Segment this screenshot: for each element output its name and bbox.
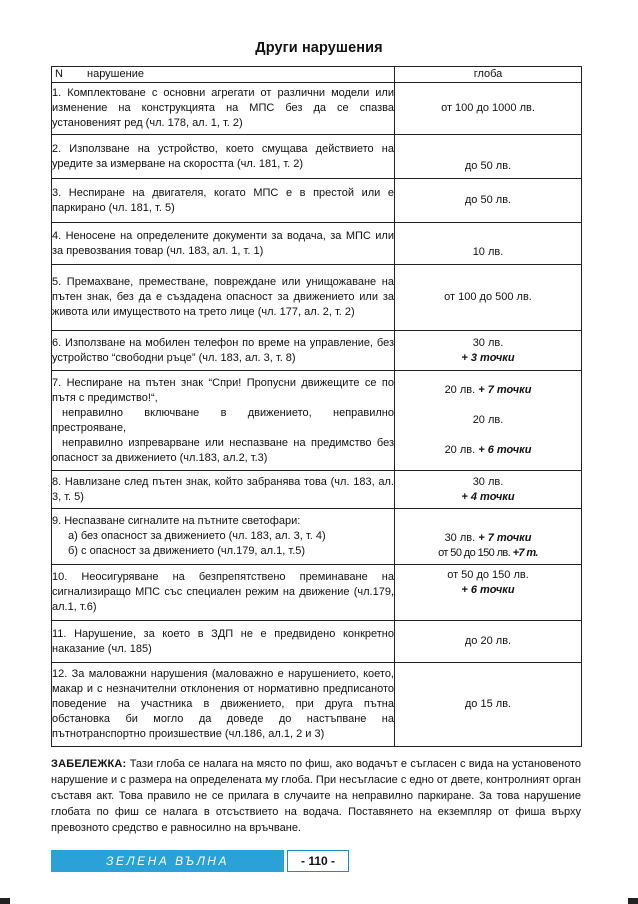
violation-text: 6. Използване на мобилен телефон по време на управление, без устройство “свободни ръце” (чл. 183, ал. 3, т. 8) [52, 331, 395, 371]
table-row [52, 565, 582, 621]
fine-line [395, 383, 581, 398]
fine-amount: от 50 до 150 лв. [438, 547, 511, 559]
table-header-row [52, 67, 582, 83]
violation-line: неправилно включване в движението, неправилно престрояване, [52, 406, 394, 434]
header-violation-cell [52, 67, 395, 83]
table-row [52, 663, 582, 747]
page-number: - 110 - [287, 850, 349, 872]
penalty-points: + 6 точки [461, 584, 515, 596]
fine-cell [395, 471, 582, 509]
fine-cell: до 50 лв. [395, 135, 582, 179]
page-title: Други нарушения [255, 40, 383, 56]
violation-text: 1. Комплектоване с основни агрегати от различни модели или изменение на конструкцията на МПС без да се спазва установеният ред (чл. 178, ал. 1, т. 2) [52, 83, 395, 135]
fine-cell: до 15 лв. [395, 663, 582, 747]
fine-amount: 20 лв. [472, 414, 504, 426]
penalty-points: + 7 точки [478, 384, 532, 396]
violation-text: 10. Неосигуряване на безпрепятствено преминаване на сигнализиращо МПС със специален режим на движение (чл.179, ал.1, т.6) [52, 565, 395, 621]
crop-mark-icon [0, 898, 10, 904]
header-fine: глоба [395, 67, 582, 83]
header-number: N [55, 68, 63, 80]
fine-amount: от 50 до 150 лв. [447, 569, 529, 581]
note-paragraph [51, 756, 581, 836]
fine-amount: 30 лв. [472, 336, 504, 349]
crop-mark-icon [628, 898, 638, 904]
fine-cell: 10 лв. [395, 223, 582, 265]
header-violation: нарушение [87, 68, 144, 80]
fine-line [395, 546, 581, 561]
brand-label: ЗЕЛЕНА ВЪЛНА [51, 850, 284, 872]
violation-line: б) с опасност за движението (чл.179, ал.1, т.5) [68, 545, 306, 557]
fine-cell [395, 565, 582, 621]
note-label: ЗАБЕЛЕЖКА: [51, 758, 127, 770]
fine-cell [395, 509, 582, 565]
table-row [52, 223, 582, 265]
penalty-points: + 6 точки [478, 444, 532, 456]
violation-text-multi [52, 371, 395, 471]
fine-cell: от 100 до 1000 лв. [395, 83, 582, 135]
table-row [52, 83, 582, 135]
violation-text: 4. Неносене на определените документи за водача, за МПС или за превозвания товар (чл. 183, ал. 1, т. 1) [52, 223, 395, 265]
fine-line [395, 531, 581, 546]
table-row [52, 471, 582, 509]
fine-amount: 30 лв. [444, 532, 476, 544]
violations-table [51, 66, 582, 747]
table-row [52, 621, 582, 663]
fine-line [395, 443, 581, 458]
penalty-points: + 3 точки [461, 351, 515, 364]
fine-cell: до 20 лв. [395, 621, 582, 663]
fine-amount: 20 лв. [444, 444, 476, 456]
penalty-points: + 7 точки [478, 532, 532, 544]
fine-amount: 30 лв. [472, 475, 504, 488]
violation-text: 11. Нарушение, за което в ЗДП не е предвидено конкретно наказание (чл. 185) [52, 621, 395, 663]
violation-line: неправилно изпреварване или неспазване на предимство без опасност за движението (чл.183, ал.2, т.3) [52, 436, 394, 464]
penalty-points: +7 т. [512, 547, 538, 559]
fine-cell: от 100 до 500 лв. [395, 265, 582, 331]
violation-text: 8. Навлизане след пътен знак, който забранява това (чл. 183, ал. 3, т. 5) [52, 471, 395, 509]
penalty-points: + 4 точки [461, 490, 515, 503]
table-row [52, 509, 582, 565]
table-row [52, 331, 582, 371]
fine-cell: до 50 лв. [395, 179, 582, 223]
table-row [52, 179, 582, 223]
fine-cell [395, 371, 582, 471]
table-row [52, 371, 582, 471]
fine-amount: 20 лв. [444, 384, 476, 396]
violation-text: 3. Неспиране на двигателя, когато МПС е в престой или е паркирано (чл. 181, т. 5) [52, 179, 395, 223]
fine-cell [395, 331, 582, 371]
violation-line: 9. Неспазване сигналите на пътните светофари: [52, 515, 301, 527]
table-row [52, 265, 582, 331]
violation-text: 5. Премахване, преместване, повреждане или унищожаване на пътен знак, без да е създадена опасност за движението или за живота или имуществото на трето лице (чл. 177, ал. 2, т. 2) [52, 265, 395, 331]
violation-text: 2. Използване на устройство, което смущава действието на уредите за измерване на скоростта (чл. 181, т. 2) [52, 135, 395, 179]
violation-line: 7. Неспиране на пътен знак “Спри! Пропусни движещите се по пътя с предимство!“, [52, 376, 394, 404]
table-row [52, 135, 582, 179]
page-footer [51, 850, 351, 872]
violation-text-multi [52, 509, 395, 565]
violation-line: а) без опасност за движението (чл. 183, ал. 3, т. 4) [68, 530, 326, 542]
violation-text: 12. За маловажни нарушения (маловажно е нарушението, което, макар и с незначителни отклонения от нормативно предписаното поведение на участника в движението, при друга пътна обстановка би могло да доведе до настъпване на пътнотранспортно произшествие (чл.186, ал.1, 2 и 3) [52, 663, 395, 747]
note-text: Тази глоба се налага на място по фиш, ако водачът е съгласен с вида на установеното нарушение и с размера на определената му глоба. При несъгласие с едно от двете, контролният орган съставя акт. Това правило не се прилага в случаите на неправилно паркиране. За това нарушение глобата по фиш се налага в отсъствието на водача. Поставянето на екземпляр от фиша върху превозното средство е равносилно на връчване. [51, 758, 581, 834]
